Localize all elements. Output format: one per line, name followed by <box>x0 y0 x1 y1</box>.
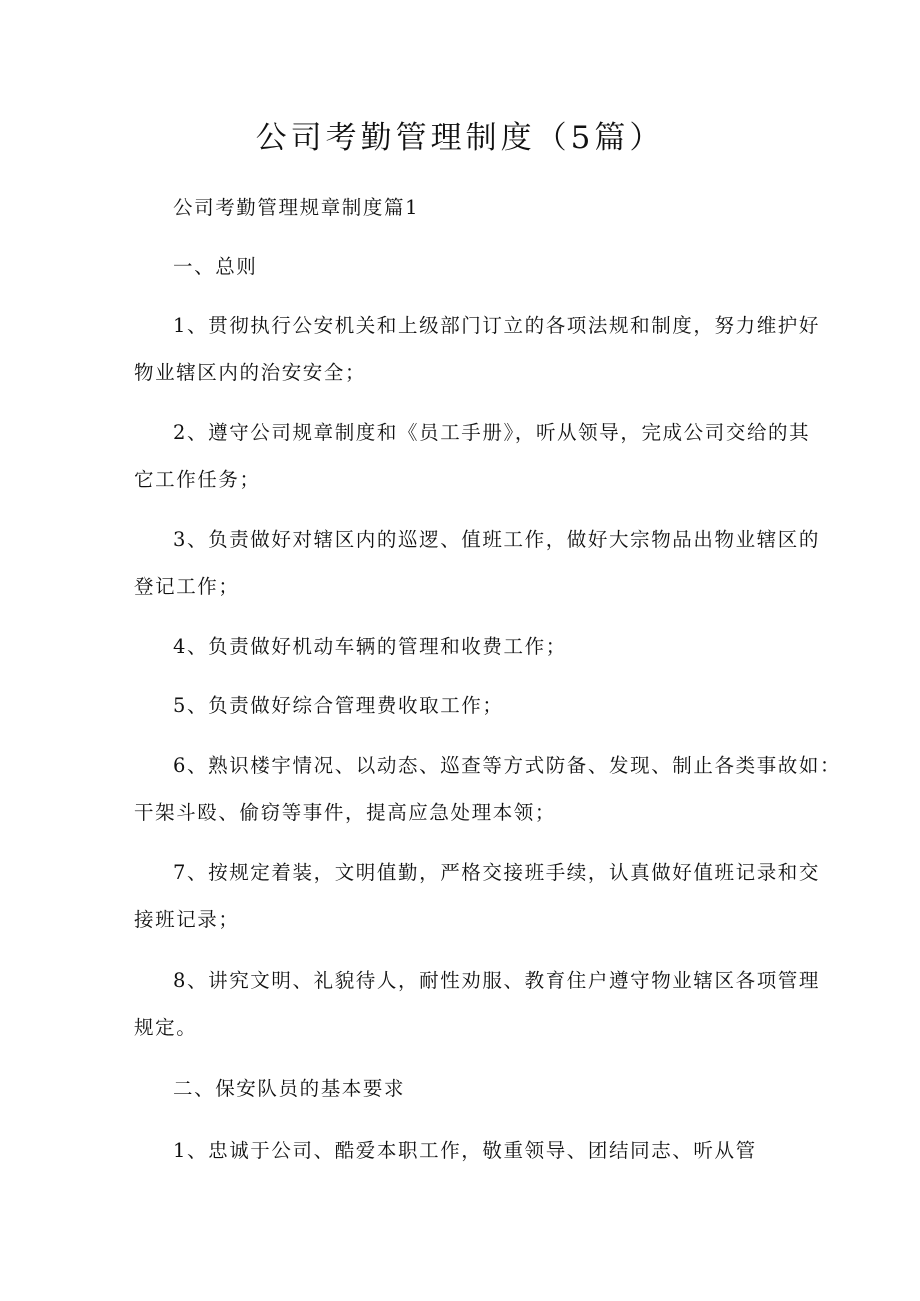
document-subtitle: 公司考勤管理规章制度篇1 <box>173 196 420 219</box>
item-7-line-2: 接班记录； <box>134 908 240 931</box>
item-6-line-2: 干架斗殴、偷窃等事件，提高应急处理本领； <box>134 801 557 824</box>
section-heading-requirements: 二、保安队员的基本要求 <box>173 1077 406 1100</box>
item-5-line-1: 5、负责做好综合管理费收取工作； <box>173 694 504 717</box>
document-title: 公司考勤管理制度（5篇） <box>255 120 665 156</box>
item-1-line-2: 物业辖区内的治安安全； <box>134 361 367 384</box>
item-8-line-2: 规定。 <box>134 1016 198 1039</box>
item-4-line-1: 4、负责做好机动车辆的管理和收费工作； <box>173 635 567 658</box>
requirement-1-line-1: 1、忠诚于公司、酷爱本职工作，敬重领导、团结同志、听从管 <box>173 1139 757 1162</box>
item-2-line-2: 它工作任务； <box>134 468 261 491</box>
item-2-line-1: 2、遵守公司规章制度和《员工手册》，听从领导，完成公司交给的其 <box>173 421 811 444</box>
section-heading-general: 一、总则 <box>173 255 258 278</box>
item-3-line-1: 3、负责做好对辖区内的巡逻、值班工作，做好大宗物品出物业辖区的 <box>173 528 821 551</box>
item-6-line-1: 6、熟识楼宇情况、以动态、巡查等方式防备、发现、制止各类事故如： <box>173 754 842 777</box>
item-7-line-1: 7、按规定着装，文明值勤，严格交接班手续，认真做好值班记录和交 <box>173 861 821 884</box>
item-3-line-2: 登记工作； <box>134 575 240 598</box>
item-1-line-1: 1、贯彻执行公安机关和上级部门订立的各项法规和制度，努力维护好 <box>173 314 821 337</box>
item-8-line-1: 8、讲究文明、礼貌待人，耐性劝服、教育住户遵守物业辖区各项管理 <box>173 969 821 992</box>
